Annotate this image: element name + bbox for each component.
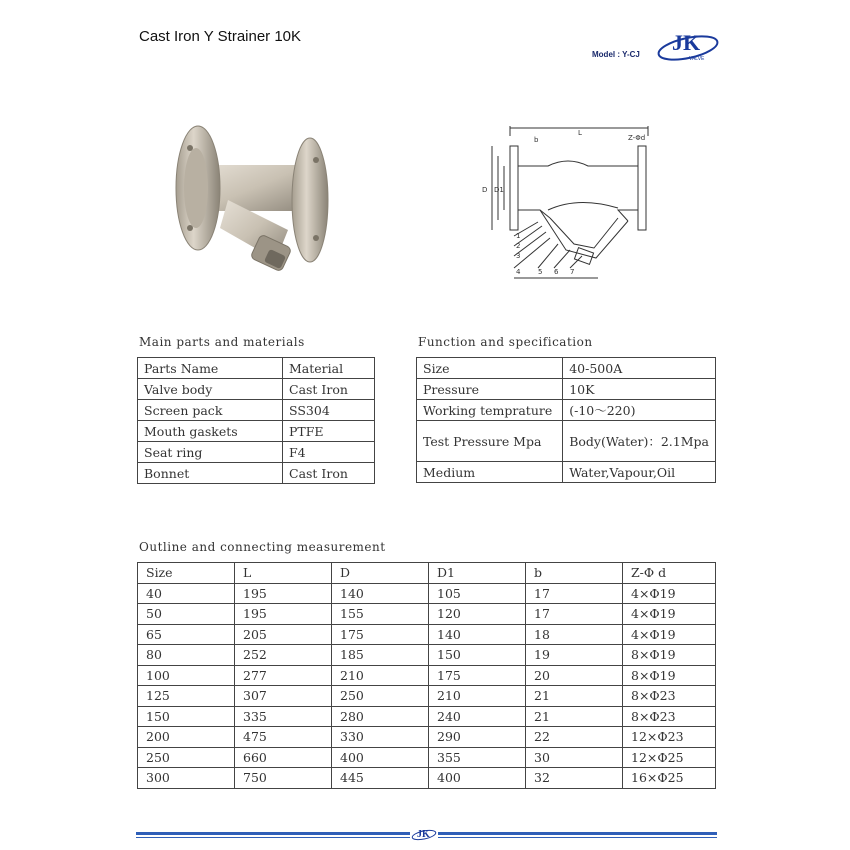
table-cell: SS304 (283, 400, 375, 421)
table-cell: 250 (332, 686, 429, 707)
table-cell: 120 (429, 604, 526, 625)
part-number: 7 (570, 268, 575, 276)
jk-valve-logo (655, 24, 721, 66)
parts-table (137, 357, 375, 484)
table-cell: Valve body (138, 379, 283, 400)
footer-logo-text: JK (417, 829, 430, 840)
table-cell: Pressure (417, 379, 563, 400)
table-row (138, 442, 375, 463)
table-row (138, 747, 716, 768)
table-row (417, 379, 716, 400)
table-cell: Size (417, 358, 563, 379)
part-number: 2 (516, 242, 521, 250)
table-row (138, 727, 716, 748)
table-cell: 40 (138, 583, 235, 604)
table-row (138, 583, 716, 604)
table-cell: 355 (429, 747, 526, 768)
dim-label-d: D (482, 186, 488, 194)
table-cell: (-10～220) (563, 400, 716, 421)
table-row (138, 421, 375, 442)
table-cell: 150 (429, 645, 526, 666)
table-cell: 40-500A (563, 358, 716, 379)
part-number: 4 (516, 268, 521, 276)
table-cell: 277 (235, 665, 332, 686)
table-cell: 17 (526, 583, 623, 604)
table-cell: 21 (526, 706, 623, 727)
table-cell: 12×Φ23 (623, 727, 716, 748)
table-cell: Test Pressure Mpa (417, 421, 563, 462)
table-header-cell: Material (283, 358, 375, 379)
table-cell: Water,Vapour,Oil (563, 462, 716, 483)
table-row (138, 665, 716, 686)
table-cell: 660 (235, 747, 332, 768)
table-header-row (138, 563, 716, 584)
table-row (138, 706, 716, 727)
spec-heading: Function and specification (418, 335, 593, 349)
table-cell: 185 (332, 645, 429, 666)
table-row (417, 400, 716, 421)
table-row (138, 604, 716, 625)
table-cell: 8×Φ23 (623, 686, 716, 707)
table-cell: 12×Φ25 (623, 747, 716, 768)
table-cell: 150 (138, 706, 235, 727)
strainer-photo (158, 120, 348, 280)
footer-jk-logo (410, 825, 438, 843)
dim-label-z: Z-Φd (628, 134, 646, 142)
table-header-cell: D (332, 563, 429, 584)
table-row (138, 686, 716, 707)
table-cell: 175 (332, 624, 429, 645)
parts-heading: Main parts and materials (139, 335, 305, 349)
table-cell: 210 (332, 665, 429, 686)
page-title: Cast Iron Y Strainer 10K (139, 28, 302, 45)
table-cell: 330 (332, 727, 429, 748)
table-cell: 100 (138, 665, 235, 686)
table-cell: 22 (526, 727, 623, 748)
table-cell: Body(Water)：2.1Mpa (563, 421, 716, 462)
table-cell: 140 (429, 624, 526, 645)
table-row (417, 421, 716, 462)
table-cell: 140 (332, 583, 429, 604)
table-cell: 750 (235, 768, 332, 789)
table-cell: 50 (138, 604, 235, 625)
table-cell: 210 (429, 686, 526, 707)
table-cell: Seat ring (138, 442, 283, 463)
table-row (138, 768, 716, 789)
table-header-cell: Size (138, 563, 235, 584)
dimensions-table (137, 562, 716, 789)
table-cell: 400 (332, 747, 429, 768)
table-row (138, 379, 375, 400)
table-row (138, 463, 375, 484)
table-cell: 175 (429, 665, 526, 686)
spec-table (416, 357, 716, 483)
strainer-drawing (478, 126, 678, 286)
table-cell: 400 (429, 768, 526, 789)
table-cell: 10K (563, 379, 716, 400)
table-cell: 80 (138, 645, 235, 666)
table-cell: 290 (429, 727, 526, 748)
table-cell: 8×Φ19 (623, 645, 716, 666)
table-cell: F4 (283, 442, 375, 463)
table-cell: 65 (138, 624, 235, 645)
table-cell: Medium (417, 462, 563, 483)
table-cell: 105 (429, 583, 526, 604)
table-cell: Bonnet (138, 463, 283, 484)
table-cell: 195 (235, 583, 332, 604)
table-cell: 4×Φ19 (623, 604, 716, 625)
table-cell: 16×Φ25 (623, 768, 716, 789)
table-row (417, 462, 716, 483)
table-header-cell: b (526, 563, 623, 584)
table-header-row (138, 358, 375, 379)
table-cell: 19 (526, 645, 623, 666)
table-cell: 18 (526, 624, 623, 645)
table-cell: PTFE (283, 421, 375, 442)
dimensions-heading: Outline and connecting measurement (139, 540, 386, 554)
part-number: 3 (516, 252, 521, 260)
table-cell: 250 (138, 747, 235, 768)
table-cell: 300 (138, 768, 235, 789)
table-cell: 32 (526, 768, 623, 789)
table-header-cell: D1 (429, 563, 526, 584)
table-cell: 445 (332, 768, 429, 789)
table-row (417, 358, 716, 379)
table-cell: 4×Φ19 (623, 624, 716, 645)
part-number: 1 (516, 232, 521, 240)
table-row (138, 624, 716, 645)
table-cell: Cast Iron (283, 463, 375, 484)
table-cell: 125 (138, 686, 235, 707)
dim-label-l: L (578, 129, 582, 137)
logo-text: JK (672, 30, 701, 55)
table-header-cell: L (235, 563, 332, 584)
table-cell: 17 (526, 604, 623, 625)
table-row (138, 645, 716, 666)
table-cell: 240 (429, 706, 526, 727)
table-cell: Cast Iron (283, 379, 375, 400)
table-cell: 200 (138, 727, 235, 748)
model-label: Model : Y-CJ (592, 50, 640, 59)
dim-label-b: b (534, 136, 539, 144)
table-cell: 30 (526, 747, 623, 768)
table-cell: 205 (235, 624, 332, 645)
table-cell: Working temprature (417, 400, 563, 421)
table-cell: 20 (526, 665, 623, 686)
dim-label-d1: D1 (494, 186, 504, 194)
table-cell: 21 (526, 686, 623, 707)
part-number: 6 (554, 268, 559, 276)
part-number: 5 (538, 268, 543, 276)
table-cell: 280 (332, 706, 429, 727)
table-cell: 475 (235, 727, 332, 748)
table-cell: 252 (235, 645, 332, 666)
table-header-cell: Parts Name (138, 358, 283, 379)
table-cell: 195 (235, 604, 332, 625)
table-cell: Screen pack (138, 400, 283, 421)
table-cell: 4×Φ19 (623, 583, 716, 604)
table-row (138, 400, 375, 421)
logo-subtext: VALVE (689, 56, 705, 62)
table-cell: 8×Φ19 (623, 665, 716, 686)
table-cell: 8×Φ23 (623, 706, 716, 727)
table-cell: 155 (332, 604, 429, 625)
table-header-cell: Z-Φ d (623, 563, 716, 584)
table-cell: Mouth gaskets (138, 421, 283, 442)
table-cell: 335 (235, 706, 332, 727)
table-cell: 307 (235, 686, 332, 707)
